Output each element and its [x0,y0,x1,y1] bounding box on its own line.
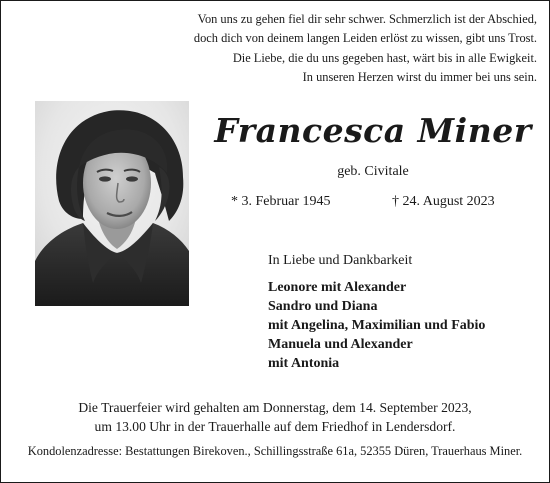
maiden-name: geb. Civitale [337,164,409,179]
poem-line: Von uns zu gehen fiel dir sehr schwer. Schmerzlich ist der Abschied, [197,12,537,26]
funeral-line: um 13.00 Uhr in der Trauerhalle auf dem Friedhof in Lendersdorf. [94,418,456,434]
funeral-line: Die Trauerfeier wird gehalten am Donnerstag, dem 14. September 2023, [78,400,472,415]
mourner-line: mit Angelina, Maximilian und Fabio [268,318,486,333]
mourner-line: Manuela und Alexander [268,337,413,352]
condolence-address: Kondolenzadresse: Bestattungen Birekoven., Schillingsstraße 61a, 52355 Düren, Trauerhaus Miner. [27,444,523,458]
portrait-photo [35,101,189,306]
poem-line: Die Liebe, die du uns gegeben hast, wärt bis in alle Ewigkeit. [232,50,537,65]
death-date: † 24. August 2023 [392,194,495,209]
birth-date: * 3. Februar 1945 [231,194,331,209]
mourner-line: mit Antonia [268,356,340,371]
poem-line: doch dich von deinem langen Leiden erlöst zu wissen, gibt uns Trost. [193,31,537,46]
deceased-name: Francesca Miner [214,111,532,150]
poem-line: In unseren Herzen wirst du immer bei uns sein. [302,70,537,85]
mourners-intro: In Liebe und Dankbarkeit [268,253,413,268]
mourners-list [268,251,485,373]
mourner-line: Sandro und Diana [268,299,378,314]
funeral-info [1,399,549,436]
memorial-poem [17,10,537,88]
mourner-line: Leonore mit Alexander [268,280,407,295]
